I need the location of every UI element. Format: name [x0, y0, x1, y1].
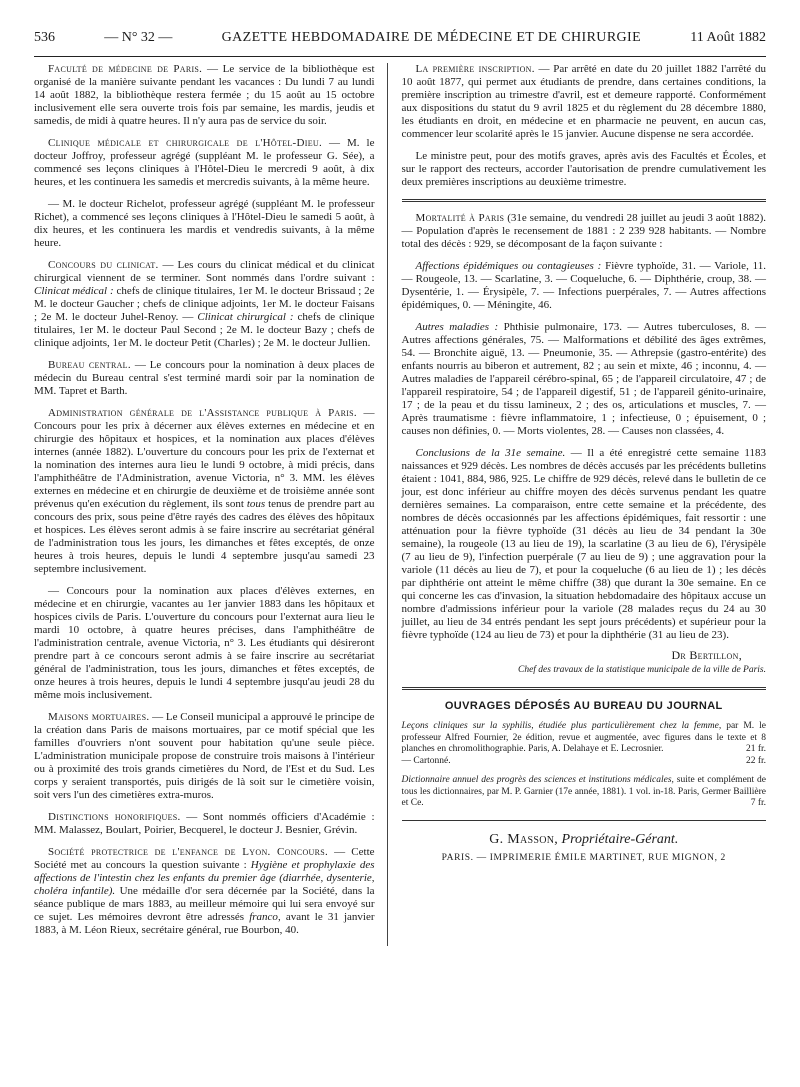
notice-text: (31e semaine, du vendredi 28 juillet au jeudi 3 août 1882). — Population d'après le recensement de 1881 : 2 239 928 habitants. — Nombre total des décès : 929, se décomposant de la façon suivante : [401, 212, 766, 250]
notice-text: Une médaille d'or sera décernée par la Société, dans la séance publique de mars 1883, au meilleur mémoire qui lui sera envoyé sur ce sujet. Les mémoires devront être adressés [34, 885, 375, 923]
notice-text: — Sont nommés officiers d'Académie : MM. Malassez, Boulart, Poirier, Becquerel, le docteur J. Besnier, Grévin. [34, 811, 375, 836]
notice-emphasis: Clinicat chirurgical : [197, 311, 294, 323]
notice-text: — Le concours pour la nomination à deux places de médecin du Bureau central s'est terminé mardi soir par la nomination de MM. Tapret et Barth. [34, 359, 375, 397]
notice-text: chefs de clinique titulaires, 1er M. le docteur Paul Second ; 2e M. le docteur Bazy ; chefs de clinique adjoints, 1er M. le docteur Petit (Charles) ; 2e M. le docteur Jullien. [34, 311, 375, 349]
ouvrage-title: Dictionnaire annuel des progrès des sciences et institutions médicales, [401, 775, 674, 785]
notice-heading: Clinique médicale et chirurgicale de l'Hôtel-Dieu. [48, 137, 323, 149]
notice-emphasis: tous [246, 498, 266, 510]
notice-text: tenus de prendre part au concours des prix, sous peine d'être rayés des cadres des élèves des hôpitaux et hospices. Les élèves seront admis à se faire inscrire au secrétariat général de l'administration tous les jours, les dimanches et fêtes exceptés, de onze heures à trois heures, depuis le lundi 4 septembre jusqu'au samedi 23 septembre inclusivement. [34, 498, 375, 575]
notice-emphasis: Affections épidémiques ou contagieuses : [415, 260, 602, 272]
issue-number: — N° 32 — [104, 30, 173, 45]
notice-maisons-mortuaires [34, 711, 375, 802]
notice-emphasis: Autres maladies : [415, 321, 499, 333]
notice-distinctions [34, 811, 375, 837]
notice-heading: Bureau central. [48, 359, 131, 371]
ouvrage-text: suite et complément de tous les dictionnaires, par M. P. Garnier (17e année, 1881). 1 vol. in-18. Paris, Germer Baillière et Ce. [401, 775, 766, 808]
notice-text: — Les cours du clinicat médical et du clinicat chirurgical viennent de se terminer. Sont nommés dans l'ordre suivant : [34, 259, 375, 284]
notice-heading: Maisons mortuaires. [48, 711, 150, 723]
ouvrage-price: 21 fr. [745, 744, 766, 754]
notice-text: Phthisie pulmonaire, 173. — Autres tuberculoses, 8. — Autres affections générales, 75. — Malformations et débilité des âges extrêmes, 54. — Bronchite aiguë, 13. — Pneumonie, 35. — Athrepsie (gastro-entérite) des enfants nourris au biberon et autrement, 82 ; au sein et mixte, 46 ; inconnu, 4. — Autres maladies de l'appareil cérébro-spinal, 65 ; de l'appareil circulatoire, 47 ; de l'appareil respiratoire, 54 ; de l'appareil digestif, 51 ; de l'appareil génito-urinaire, 17 ; de la peau et du tissu lamineux, 2 ; des os, articulations et muscles, 7. — Après traumatisme : fièvre inflammatoire, 1 ; infectieuse, 0 ; épuisement, 0 ; causes non définies, 0. — Morts violentes, 28. — Causes non classées, 4. [401, 321, 766, 437]
journal-title: GAZETTE HEBDOMADAIRE DE MÉDECINE ET DE CHIRURGIE [221, 30, 642, 45]
ouvrages-heading: OUVRAGES DÉPOSÉS AU BUREAU DU JOURNAL [444, 700, 723, 712]
page-number: 536 [34, 30, 55, 45]
notice-text: — Le service de la bibliothèque est organisé de la manière suivante pendant les vacances : Du lundi 7 au lundi 14 août 1882, la bibliothèque restera fermée ; du 15 août au 15 octobre inclusivement elle sera ouverte trois fois par semaine, les mardis, jeudis et samedis, de midi à quatre heures. Il n'y aura pas de service du soir. [34, 63, 375, 127]
ouvrage-title: Leçons cliniques sur la syphilis, étudiée plus particulièrement chez la femme, [401, 721, 722, 731]
notice-text: — Par arrêté en date du 20 juillet 1882 l'arrêté du 10 août 1877, qui permet aux étudiants de prendre, dans certaines conditions, la première inscription au trimestre d'avril, est et demeure rapporté. Conformément aux dispositions du statut du 9 avril 1825 et du règlement du 28 décembre 1880, les étudiants en droit, en médecine et en pharmacie ne peuvent, en aucun cas, commencer leur scolarité après le 15 janvier. Aucune dispense ne sera accordée. [401, 63, 766, 140]
notice-assistance [34, 407, 375, 576]
gerant-line [402, 833, 766, 846]
notice-text: chefs de clinique titulaires, 1er M. le docteur Brissaud ; 2e M. le docteur Gaucher ; chefs de clinique adjoints, 1er M. le docteur Faisans ; 2e M. le docteur Juhel-Renoy. — [34, 285, 375, 323]
notice-emphasis: Hygiène et prophylaxie des affections de l'intestin chez les enfants du premier âge (diarrhée, dysenterie, choléra infantile). [34, 859, 375, 897]
ouvrage-binding: — Cartonné. [401, 755, 451, 766]
notice-richelot: — M. le docteur Richelot, professeur agrégé (suppléant M. le professeur Richet), a commencé ses leçons cliniques à l'Hôtel-Dieu le samedi 5 août, à dix heures, et les continuera les mardis et vendredis suivants, à la même heure. [34, 198, 375, 249]
notice-faculte [34, 63, 375, 128]
notice-text: — Concours pour les prix à décerner aux élèves externes en médecine et en chirurgie des hôpitaux et hospices, et la nomination aux places d'élèves internes (année 1882). L'ouverture du concours pour les prix de l'externat et la nomination des internes aura lieu le lundi 9 octobre, à midi précis, dans l'amphithéâtre de l'Administration, avenue Victoria, n° 3. MM. les élèves externes en médecine et en chirurgie de deuxième et de troisième année sont prévenus qu'en exécution du règlement, ils sont [34, 407, 375, 510]
gerant-role: Propriétaire-Gérant. [561, 831, 679, 847]
mortalite-conclusions [402, 447, 766, 642]
header-rule [34, 56, 766, 57]
ouvrage-price-row [402, 756, 766, 768]
ouvrage-entry-fournier [402, 721, 766, 767]
imprimerie-line: PARIS. — IMPRIMERIE ÉMILE MARTINET, RUE MIGNON, 2 [441, 852, 726, 863]
notice-heading: Faculté de médecine de Paris. [48, 63, 203, 75]
notice-text: — Cette Société met au concours la question suivante : [34, 846, 375, 871]
left-column [34, 63, 387, 946]
notice-clinique [34, 137, 375, 189]
notice-premiere-inscription [402, 63, 766, 141]
mortalite-intro [402, 212, 766, 251]
mortalite-epidemiques [402, 260, 766, 312]
notice-emphasis: Conclusions de la 31e semaine. [415, 447, 566, 459]
notice-externat: — Concours pour la nomination aux places d'élèves externes, en médecine et en chirurgie, vacantes au 1er janvier 1883 dans les hôpitaux et hospices civils de Paris. L'ouverture du concours pour l'externat aura lieu le mardi 10 octobre, à quatre heures précises, dans l'amphithéâtre de l'administration centrale, avenue Victoria, n° 3. Les étudiants qui désireront prendre part à ce concours seront admis à se faire inscrire au secrétariat général de l'administration, tous les jours, dimanches et fêtes exceptés, de onze heures à trois heures, depuis le lundi 4 septembre jusqu'au jeudi 28 du même mois inclusivement. [34, 585, 375, 701]
signature-name: Dr Bertillon, [671, 648, 742, 662]
issue-date: 11 Août 1882 [690, 30, 766, 45]
mortalite-autres [402, 321, 766, 438]
notice-text: Fièvre typhoïde, 31. — Variole, 11. — Rougeole, 13. — Scarlatine, 3. — Coqueluche, 6. — Diphthérie, croup, 38. — Dysentérie, 1. — Érysipèle, 7. — Infections puerpérales, 7. — Autres affections épidémiques, 0. — Méningite, 46. [401, 260, 766, 311]
notice-heading: La première inscription. [415, 63, 535, 75]
notice-emphasis: franco [249, 911, 278, 923]
page-header [34, 30, 766, 52]
notice-bureau-central [34, 359, 375, 398]
section-rule [402, 820, 766, 821]
notice-heading: Administration générale de l'Assistance publique à Paris. [48, 407, 357, 419]
right-column [388, 63, 766, 946]
ouvrage-entry-garnier [402, 775, 766, 810]
notice-text: — Le Conseil municipal a approuvé le principe de la création dans Paris de maisons mortuaires, par ce motif spécial que les familles d'ouvriers n'ont souvent pour habitation qu'une seule pièce. L'administration municipale propose de construire trois maisons à l'intérieur ou à proximité des trois grands cimetières du Nord, de l'Est et du Sud. Les corps y seraient transportés, puis dirigés de là soit sur le cimetière voisin, soit vers l'un des cimetières extra-muros. [34, 711, 375, 801]
ouvrage-text: par M. le professeur Alfred Fournier, 2e édition, revue et augmentée, avec figures dans le texte et 8 planches en chromolithographie. Paris, A. Delahaye et E. Lecrosnier. [401, 721, 766, 754]
notice-societe-lyon [34, 846, 375, 937]
notice-ministre: Le ministre peut, pour des motifs graves, après avis des Facultés et Écoles, et sur le rapport des recteurs, accorder l'autorisation de prendre cumulativement les deux premières inscriptions au deuxième trimestre. [401, 150, 766, 188]
notice-text: — M. le docteur Joffroy, professeur agrégé (suppléant M. le professeur G. Sée), a commencé ses leçons cliniques à l'Hôtel-Dieu le mercredi 9 août, à dix heures, et les continuera les samedis et mercredis suivants, à la même heure. [34, 137, 375, 188]
notice-text: — Il a été enregistré cette semaine 1183 naissances et 929 décès. Les nombres de décès accusés par les précédents bulletins étaient : 1041, 884, 986, 925. Le chiffre de 929 décès, relevé dans le bulletin de ce jour, est donc inférieur au chiffre moyen des décès survenus pendant les quatre dernières semaines. La comparaison, entre cette semaine et la précédente, des nombres de décès occasionnés par les affections épidémiques, fait ressortir : une atténuation pour la fièvre typhoïde (31 décès au lieu de 34 pendant la 30e semaine), la rougeole (13 au lieu de 19), la scarlatine (3 au lieu de 6), l'érysipèle (7 au lieu de 9), l'infection puerpérale (7 au lieu de 9) ; une aggravation pour la variole (11 décès au lieu de 7), et pour la coqueluche (6 au lieu de 1) ; les décès par diphthérie ont atteint le même chiffre (38) que durant la 30e semaine. En ce qui concerne les cas d'invasion, la situation hebdomadaire des hôpitaux accuse un nombre d'admissions inférieur pour la variole (28 malades reçus du 24 au 30 juillet, au lieu de 34 entrés pendant les sept jours précédents) et supérieur pour la fièvre typhoïde (124 au lieu de 73) et pour la diphthérie (31 au lieu de 23). [401, 447, 766, 641]
section-rule [402, 687, 766, 690]
notice-heading: Société protectrice de l'enfance de Lyon. Concours. [48, 846, 329, 858]
notice-heading: Mortalité à Paris [415, 212, 505, 224]
notice-clinicat [34, 259, 375, 350]
section-rule [402, 199, 766, 202]
notice-text: , avant le 31 janvier 1883, à M. Léon Rieux, secrétaire général, rue Bourbon, 40. [34, 911, 375, 936]
article-columns [34, 63, 766, 946]
signature-role: Chef des travaux de la statistique municipale de la ville de Paris. [517, 665, 766, 675]
notice-heading: Distinctions honorifiques. [48, 811, 181, 823]
notice-heading: Concours du clinicat. [48, 259, 159, 271]
notice-emphasis: Clinicat médical : [34, 285, 114, 297]
ouvrage-price: 7 fr. [750, 798, 766, 808]
gerant-name: G. Masson, [489, 831, 559, 847]
ouvrage-price: 22 fr. [745, 755, 766, 766]
